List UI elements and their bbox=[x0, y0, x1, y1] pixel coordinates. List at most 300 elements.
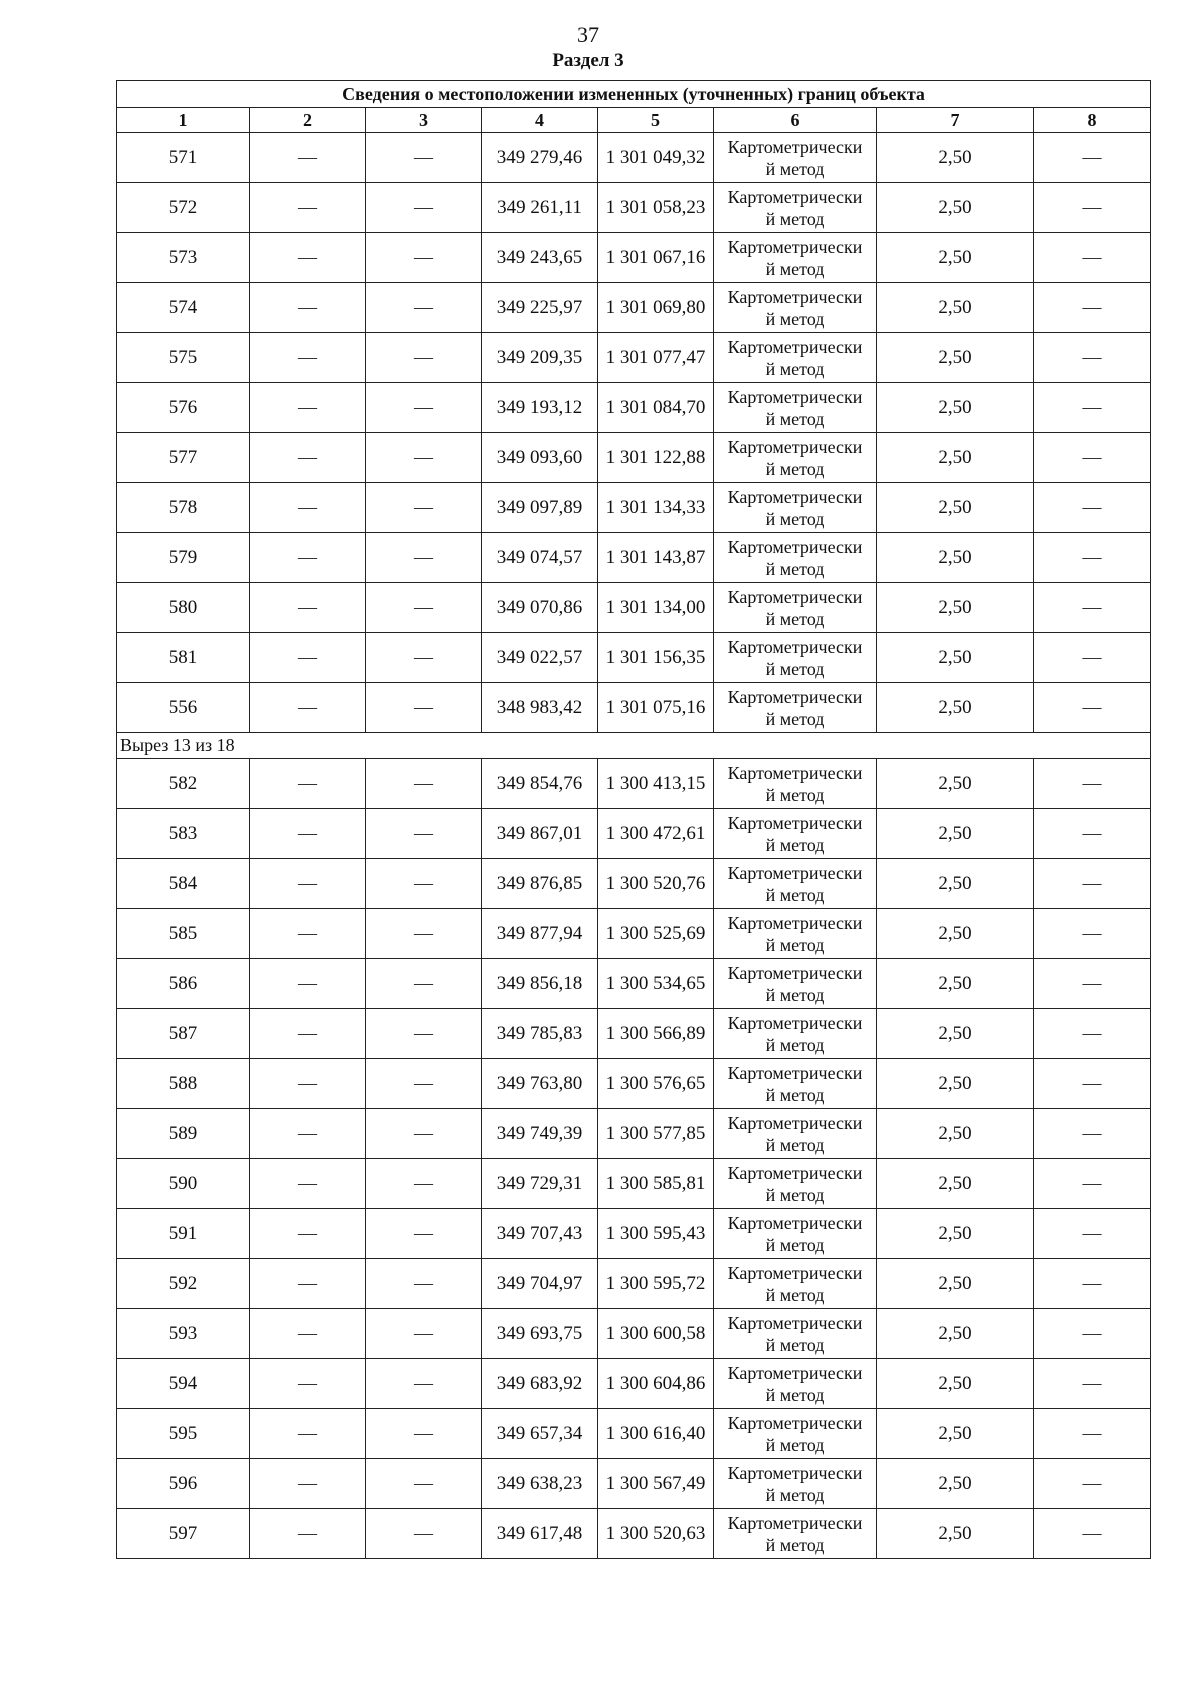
col3-dash-cell: — bbox=[366, 583, 482, 633]
col3-dash-cell: — bbox=[366, 1509, 482, 1559]
y-coordinate-cell: 1 301 069,80 bbox=[598, 283, 714, 333]
col2-dash-cell: — bbox=[250, 133, 366, 183]
point-number-cell: 592 bbox=[117, 1259, 250, 1309]
col3-dash-cell: — bbox=[366, 1259, 482, 1309]
method-line1: Картометрически bbox=[727, 1012, 863, 1033]
method-line1: Картометрически bbox=[727, 586, 863, 607]
accuracy-cell: 2,50 bbox=[877, 859, 1034, 909]
point-number-cell: 581 bbox=[117, 633, 250, 683]
col8-dash-cell: — bbox=[1034, 1359, 1151, 1409]
accuracy-cell: 2,50 bbox=[877, 633, 1034, 683]
col2-dash-cell: — bbox=[250, 1409, 366, 1459]
y-coordinate-cell: 1 300 604,86 bbox=[598, 1359, 714, 1409]
method-line1: Картометрически bbox=[727, 136, 863, 157]
point-number-cell: 591 bbox=[117, 1209, 250, 1259]
col3-dash-cell: — bbox=[366, 533, 482, 583]
method-line2: й метод bbox=[765, 1484, 825, 1505]
x-coordinate-cell: 349 097,89 bbox=[482, 483, 598, 533]
table-row bbox=[117, 633, 1151, 683]
method-line1: Картометрически bbox=[727, 1362, 863, 1383]
col2-dash-cell: — bbox=[250, 583, 366, 633]
y-coordinate-cell: 1 301 084,70 bbox=[598, 383, 714, 433]
method-cell bbox=[714, 533, 877, 583]
table-row bbox=[117, 383, 1151, 433]
col3-dash-cell: — bbox=[366, 1059, 482, 1109]
table-caption: Сведения о местоположении измененных (уточненных) границ объекта bbox=[117, 81, 1151, 108]
col2-dash-cell: — bbox=[250, 383, 366, 433]
col2-dash-cell: — bbox=[250, 1009, 366, 1059]
col2-dash-cell: — bbox=[250, 433, 366, 483]
point-number-cell: 596 bbox=[117, 1459, 250, 1509]
y-coordinate-cell: 1 300 472,61 bbox=[598, 809, 714, 859]
table-row bbox=[117, 333, 1151, 383]
method-line2: й метод bbox=[765, 208, 825, 229]
x-coordinate-cell: 349 854,76 bbox=[482, 759, 598, 809]
point-number-cell: 574 bbox=[117, 283, 250, 333]
method-line2: й метод bbox=[765, 708, 825, 729]
x-coordinate-cell: 349 225,97 bbox=[482, 283, 598, 333]
col2-dash-cell: — bbox=[250, 859, 366, 909]
table-row bbox=[117, 1109, 1151, 1159]
accuracy-cell: 2,50 bbox=[877, 959, 1034, 1009]
col2-dash-cell: — bbox=[250, 1209, 366, 1259]
col2-dash-cell: — bbox=[250, 959, 366, 1009]
accuracy-cell: 2,50 bbox=[877, 1509, 1034, 1559]
col8-dash-cell: — bbox=[1034, 1409, 1151, 1459]
col3-dash-cell: — bbox=[366, 133, 482, 183]
y-coordinate-cell: 1 300 577,85 bbox=[598, 1109, 714, 1159]
col8-dash-cell: — bbox=[1034, 1059, 1151, 1109]
accuracy-cell: 2,50 bbox=[877, 1109, 1034, 1159]
col2-dash-cell: — bbox=[250, 909, 366, 959]
table-row bbox=[117, 759, 1151, 809]
point-number-cell: 582 bbox=[117, 759, 250, 809]
method-line2: й метод bbox=[765, 608, 825, 629]
method-cell bbox=[714, 583, 877, 633]
accuracy-cell: 2,50 bbox=[877, 909, 1034, 959]
accuracy-cell: 2,50 bbox=[877, 1259, 1034, 1309]
y-coordinate-cell: 1 301 077,47 bbox=[598, 333, 714, 383]
method-line2: й метод bbox=[765, 258, 825, 279]
y-coordinate-cell: 1 300 520,76 bbox=[598, 859, 714, 909]
table-row bbox=[117, 909, 1151, 959]
col2-dash-cell: — bbox=[250, 483, 366, 533]
col3-dash-cell: — bbox=[366, 433, 482, 483]
x-coordinate-cell: 349 856,18 bbox=[482, 959, 598, 1009]
accuracy-cell: 2,50 bbox=[877, 1359, 1034, 1409]
method-cell bbox=[714, 1109, 877, 1159]
table-row bbox=[117, 809, 1151, 859]
col8-dash-cell: — bbox=[1034, 683, 1151, 733]
method-line1: Картометрически bbox=[727, 1462, 863, 1483]
col8-dash-cell: — bbox=[1034, 959, 1151, 1009]
column-number-4: 4 bbox=[482, 108, 598, 133]
col3-dash-cell: — bbox=[366, 683, 482, 733]
method-cell bbox=[714, 183, 877, 233]
x-coordinate-cell: 349 261,11 bbox=[482, 183, 598, 233]
method-line1: Картометрически bbox=[727, 486, 863, 507]
col8-dash-cell: — bbox=[1034, 183, 1151, 233]
method-cell bbox=[714, 433, 877, 483]
accuracy-cell: 2,50 bbox=[877, 283, 1034, 333]
table-row bbox=[117, 859, 1151, 909]
column-number-8: 8 bbox=[1034, 108, 1151, 133]
y-coordinate-cell: 1 300 413,15 bbox=[598, 759, 714, 809]
col8-dash-cell: — bbox=[1034, 433, 1151, 483]
table-row bbox=[117, 1059, 1151, 1109]
col8-dash-cell: — bbox=[1034, 133, 1151, 183]
col2-dash-cell: — bbox=[250, 759, 366, 809]
method-cell bbox=[714, 1009, 877, 1059]
column-number-7: 7 bbox=[877, 108, 1034, 133]
method-line1: Картометрически bbox=[727, 336, 863, 357]
table-row bbox=[117, 1209, 1151, 1259]
method-line1: Картометрически bbox=[727, 1062, 863, 1083]
y-coordinate-cell: 1 301 075,16 bbox=[598, 683, 714, 733]
x-coordinate-cell: 349 093,60 bbox=[482, 433, 598, 483]
method-cell bbox=[714, 633, 877, 683]
x-coordinate-cell: 349 279,46 bbox=[482, 133, 598, 183]
col2-dash-cell: — bbox=[250, 1059, 366, 1109]
point-number-cell: 597 bbox=[117, 1509, 250, 1559]
col8-dash-cell: — bbox=[1034, 533, 1151, 583]
point-number-cell: 572 bbox=[117, 183, 250, 233]
x-coordinate-cell: 349 693,75 bbox=[482, 1309, 598, 1359]
y-coordinate-cell: 1 301 067,16 bbox=[598, 233, 714, 283]
method-line2: й метод bbox=[765, 558, 825, 579]
accuracy-cell: 2,50 bbox=[877, 233, 1034, 283]
col3-dash-cell: — bbox=[366, 809, 482, 859]
point-number-cell: 584 bbox=[117, 859, 250, 909]
accuracy-cell: 2,50 bbox=[877, 1009, 1034, 1059]
x-coordinate-cell: 349 243,65 bbox=[482, 233, 598, 283]
col8-dash-cell: — bbox=[1034, 859, 1151, 909]
table-row bbox=[117, 483, 1151, 533]
method-line2: й метод bbox=[765, 1034, 825, 1055]
method-line1: Картометрически bbox=[727, 286, 863, 307]
method-line1: Картометрически bbox=[727, 862, 863, 883]
method-cell bbox=[714, 1509, 877, 1559]
y-coordinate-cell: 1 300 525,69 bbox=[598, 909, 714, 959]
accuracy-cell: 2,50 bbox=[877, 433, 1034, 483]
col8-dash-cell: — bbox=[1034, 483, 1151, 533]
accuracy-cell: 2,50 bbox=[877, 383, 1034, 433]
col3-dash-cell: — bbox=[366, 1359, 482, 1409]
x-coordinate-cell: 349 707,43 bbox=[482, 1209, 598, 1259]
method-line2: й метод bbox=[765, 984, 825, 1005]
x-coordinate-cell: 349 022,57 bbox=[482, 633, 598, 683]
method-line1: Картометрически bbox=[727, 636, 863, 657]
accuracy-cell: 2,50 bbox=[877, 583, 1034, 633]
method-line1: Картометрически bbox=[727, 762, 863, 783]
method-line1: Картометрически bbox=[727, 236, 863, 257]
method-line1: Картометрически bbox=[727, 1162, 863, 1183]
col3-dash-cell: — bbox=[366, 909, 482, 959]
x-coordinate-cell: 349 729,31 bbox=[482, 1159, 598, 1209]
col2-dash-cell: — bbox=[250, 1259, 366, 1309]
y-coordinate-cell: 1 300 616,40 bbox=[598, 1409, 714, 1459]
column-number-6: 6 bbox=[714, 108, 877, 133]
method-line2: й метод bbox=[765, 884, 825, 905]
method-line1: Картометрически bbox=[727, 1212, 863, 1233]
method-line2: й метод bbox=[765, 308, 825, 329]
point-number-cell: 587 bbox=[117, 1009, 250, 1059]
method-line1: Картометрически bbox=[727, 536, 863, 557]
col8-dash-cell: — bbox=[1034, 1209, 1151, 1259]
table-row bbox=[117, 233, 1151, 283]
method-line2: й метод bbox=[765, 934, 825, 955]
x-coordinate-cell: 349 785,83 bbox=[482, 1009, 598, 1059]
x-coordinate-cell: 349 638,23 bbox=[482, 1459, 598, 1509]
method-cell bbox=[714, 1459, 877, 1509]
x-coordinate-cell: 349 617,48 bbox=[482, 1509, 598, 1559]
point-number-cell: 595 bbox=[117, 1409, 250, 1459]
y-coordinate-cell: 1 301 134,00 bbox=[598, 583, 714, 633]
col3-dash-cell: — bbox=[366, 183, 482, 233]
method-line2: й метод bbox=[765, 408, 825, 429]
method-line1: Картометрически bbox=[727, 962, 863, 983]
col8-dash-cell: — bbox=[1034, 1109, 1151, 1159]
col8-dash-cell: — bbox=[1034, 583, 1151, 633]
col3-dash-cell: — bbox=[366, 233, 482, 283]
y-coordinate-cell: 1 301 058,23 bbox=[598, 183, 714, 233]
y-coordinate-cell: 1 300 576,65 bbox=[598, 1059, 714, 1109]
method-line1: Картометрически bbox=[727, 1112, 863, 1133]
y-coordinate-cell: 1 300 534,65 bbox=[598, 959, 714, 1009]
col8-dash-cell: — bbox=[1034, 1259, 1151, 1309]
x-coordinate-cell: 349 763,80 bbox=[482, 1059, 598, 1109]
method-cell bbox=[714, 909, 877, 959]
method-cell bbox=[714, 683, 877, 733]
y-coordinate-cell: 1 300 585,81 bbox=[598, 1159, 714, 1209]
method-line2: й метод bbox=[765, 658, 825, 679]
x-coordinate-cell: 349 074,57 bbox=[482, 533, 598, 583]
accuracy-cell: 2,50 bbox=[877, 533, 1034, 583]
col8-dash-cell: — bbox=[1034, 1009, 1151, 1059]
x-coordinate-cell: 349 704,97 bbox=[482, 1259, 598, 1309]
col8-dash-cell: — bbox=[1034, 333, 1151, 383]
accuracy-cell: 2,50 bbox=[877, 333, 1034, 383]
col8-dash-cell: — bbox=[1034, 1159, 1151, 1209]
col8-dash-cell: — bbox=[1034, 383, 1151, 433]
col8-dash-cell: — bbox=[1034, 1459, 1151, 1509]
subheading-row bbox=[117, 733, 1151, 759]
point-number-cell: 594 bbox=[117, 1359, 250, 1409]
accuracy-cell: 2,50 bbox=[877, 759, 1034, 809]
point-number-cell: 583 bbox=[117, 809, 250, 859]
x-coordinate-cell: 349 657,34 bbox=[482, 1409, 598, 1459]
col8-dash-cell: — bbox=[1034, 809, 1151, 859]
method-line1: Картометрически bbox=[727, 812, 863, 833]
method-line2: й метод bbox=[765, 158, 825, 179]
col8-dash-cell: — bbox=[1034, 1509, 1151, 1559]
method-cell bbox=[714, 483, 877, 533]
accuracy-cell: 2,50 bbox=[877, 183, 1034, 233]
table-row bbox=[117, 1159, 1151, 1209]
method-line1: Картометрически bbox=[727, 436, 863, 457]
col2-dash-cell: — bbox=[250, 633, 366, 683]
method-cell bbox=[714, 1409, 877, 1459]
point-number-cell: 589 bbox=[117, 1109, 250, 1159]
method-cell bbox=[714, 1059, 877, 1109]
table-row bbox=[117, 1309, 1151, 1359]
col3-dash-cell: — bbox=[366, 1309, 482, 1359]
col3-dash-cell: — bbox=[366, 1009, 482, 1059]
col3-dash-cell: — bbox=[366, 959, 482, 1009]
x-coordinate-cell: 349 683,92 bbox=[482, 1359, 598, 1409]
accuracy-cell: 2,50 bbox=[877, 809, 1034, 859]
method-line2: й метод bbox=[765, 784, 825, 805]
accuracy-cell: 2,50 bbox=[877, 483, 1034, 533]
y-coordinate-cell: 1 300 595,43 bbox=[598, 1209, 714, 1259]
col8-dash-cell: — bbox=[1034, 759, 1151, 809]
accuracy-cell: 2,50 bbox=[877, 1309, 1034, 1359]
col8-dash-cell: — bbox=[1034, 909, 1151, 959]
method-line1: Картометрически bbox=[727, 912, 863, 933]
x-coordinate-cell: 349 867,01 bbox=[482, 809, 598, 859]
table-row bbox=[117, 683, 1151, 733]
table-row bbox=[117, 1359, 1151, 1409]
method-line2: й метод bbox=[765, 1534, 825, 1555]
x-coordinate-cell: 349 749,39 bbox=[482, 1109, 598, 1159]
point-number-cell: 588 bbox=[117, 1059, 250, 1109]
point-number-cell: 578 bbox=[117, 483, 250, 533]
method-line2: й метод bbox=[765, 1384, 825, 1405]
table-row bbox=[117, 1509, 1151, 1559]
col3-dash-cell: — bbox=[366, 1109, 482, 1159]
point-number-cell: 590 bbox=[117, 1159, 250, 1209]
y-coordinate-cell: 1 300 566,89 bbox=[598, 1009, 714, 1059]
table-row bbox=[117, 183, 1151, 233]
col2-dash-cell: — bbox=[250, 1309, 366, 1359]
y-coordinate-cell: 1 301 049,32 bbox=[598, 133, 714, 183]
method-line1: Картометрически bbox=[727, 1412, 863, 1433]
x-coordinate-cell: 349 193,12 bbox=[482, 383, 598, 433]
method-line2: й метод bbox=[765, 1084, 825, 1105]
method-line2: й метод bbox=[765, 1184, 825, 1205]
accuracy-cell: 2,50 bbox=[877, 683, 1034, 733]
col3-dash-cell: — bbox=[366, 383, 482, 433]
col2-dash-cell: — bbox=[250, 1459, 366, 1509]
col3-dash-cell: — bbox=[366, 1409, 482, 1459]
x-coordinate-cell: 349 876,85 bbox=[482, 859, 598, 909]
column-number-2: 2 bbox=[250, 108, 366, 133]
method-line1: Картометрически bbox=[727, 386, 863, 407]
method-line1: Картометрически bbox=[727, 1262, 863, 1283]
method-cell bbox=[714, 1209, 877, 1259]
subheading-label: Вырез 13 из 18 bbox=[117, 733, 1151, 759]
method-cell bbox=[714, 283, 877, 333]
col3-dash-cell: — bbox=[366, 1209, 482, 1259]
method-cell bbox=[714, 1309, 877, 1359]
table-body bbox=[117, 133, 1151, 1559]
table-row bbox=[117, 1409, 1151, 1459]
point-number-cell: 586 bbox=[117, 959, 250, 1009]
col2-dash-cell: — bbox=[250, 183, 366, 233]
column-numbers-row bbox=[117, 108, 1151, 133]
x-coordinate-cell: 349 209,35 bbox=[482, 333, 598, 383]
col2-dash-cell: — bbox=[250, 283, 366, 333]
table-row bbox=[117, 1009, 1151, 1059]
point-number-cell: 575 bbox=[117, 333, 250, 383]
col3-dash-cell: — bbox=[366, 283, 482, 333]
col2-dash-cell: — bbox=[250, 1109, 366, 1159]
method-cell bbox=[714, 233, 877, 283]
method-cell bbox=[714, 859, 877, 909]
method-line2: й метод bbox=[765, 834, 825, 855]
x-coordinate-cell: 349 877,94 bbox=[482, 909, 598, 959]
method-line2: й метод bbox=[765, 458, 825, 479]
method-line2: й метод bbox=[765, 508, 825, 529]
col2-dash-cell: — bbox=[250, 233, 366, 283]
accuracy-cell: 2,50 bbox=[877, 1209, 1034, 1259]
y-coordinate-cell: 1 300 600,58 bbox=[598, 1309, 714, 1359]
point-number-cell: 593 bbox=[117, 1309, 250, 1359]
accuracy-cell: 2,50 bbox=[877, 1409, 1034, 1459]
table-row bbox=[117, 133, 1151, 183]
point-number-cell: 576 bbox=[117, 383, 250, 433]
point-number-cell: 580 bbox=[117, 583, 250, 633]
section-title: Раздел 3 bbox=[552, 50, 624, 71]
table-row bbox=[117, 1459, 1151, 1509]
table-row bbox=[117, 1259, 1151, 1309]
col3-dash-cell: — bbox=[366, 1459, 482, 1509]
col8-dash-cell: — bbox=[1034, 633, 1151, 683]
method-line2: й метод bbox=[765, 358, 825, 379]
method-cell bbox=[714, 1159, 877, 1209]
point-number-cell: 571 bbox=[117, 133, 250, 183]
y-coordinate-cell: 1 301 134,33 bbox=[598, 483, 714, 533]
method-line2: й метод bbox=[765, 1284, 825, 1305]
col8-dash-cell: — bbox=[1034, 233, 1151, 283]
point-number-cell: 556 bbox=[117, 683, 250, 733]
method-line1: Картометрически bbox=[727, 1312, 863, 1333]
accuracy-cell: 2,50 bbox=[877, 1459, 1034, 1509]
column-number-3: 3 bbox=[366, 108, 482, 133]
y-coordinate-cell: 1 301 156,35 bbox=[598, 633, 714, 683]
point-number-cell: 579 bbox=[117, 533, 250, 583]
y-coordinate-cell: 1 301 122,88 bbox=[598, 433, 714, 483]
accuracy-cell: 2,50 bbox=[877, 133, 1034, 183]
col3-dash-cell: — bbox=[366, 759, 482, 809]
column-number-5: 5 bbox=[598, 108, 714, 133]
table-row bbox=[117, 283, 1151, 333]
method-line2: й метод bbox=[765, 1334, 825, 1355]
point-number-cell: 585 bbox=[117, 909, 250, 959]
x-coordinate-cell: 349 070,86 bbox=[482, 583, 598, 633]
col2-dash-cell: — bbox=[250, 809, 366, 859]
col3-dash-cell: — bbox=[366, 333, 482, 383]
col2-dash-cell: — bbox=[250, 1159, 366, 1209]
y-coordinate-cell: 1 300 520,63 bbox=[598, 1509, 714, 1559]
point-number-cell: 573 bbox=[117, 233, 250, 283]
method-cell bbox=[714, 133, 877, 183]
col3-dash-cell: — bbox=[366, 859, 482, 909]
y-coordinate-cell: 1 301 143,87 bbox=[598, 533, 714, 583]
col2-dash-cell: — bbox=[250, 1509, 366, 1559]
x-coordinate-cell: 348 983,42 bbox=[482, 683, 598, 733]
method-line1: Картометрически bbox=[727, 686, 863, 707]
col2-dash-cell: — bbox=[250, 1359, 366, 1409]
col3-dash-cell: — bbox=[366, 1159, 482, 1209]
table-row bbox=[117, 583, 1151, 633]
method-cell bbox=[714, 383, 877, 433]
accuracy-cell: 2,50 bbox=[877, 1059, 1034, 1109]
method-cell bbox=[714, 959, 877, 1009]
method-cell bbox=[714, 1259, 877, 1309]
method-cell bbox=[714, 1359, 877, 1409]
method-line1: Картометрически bbox=[727, 186, 863, 207]
